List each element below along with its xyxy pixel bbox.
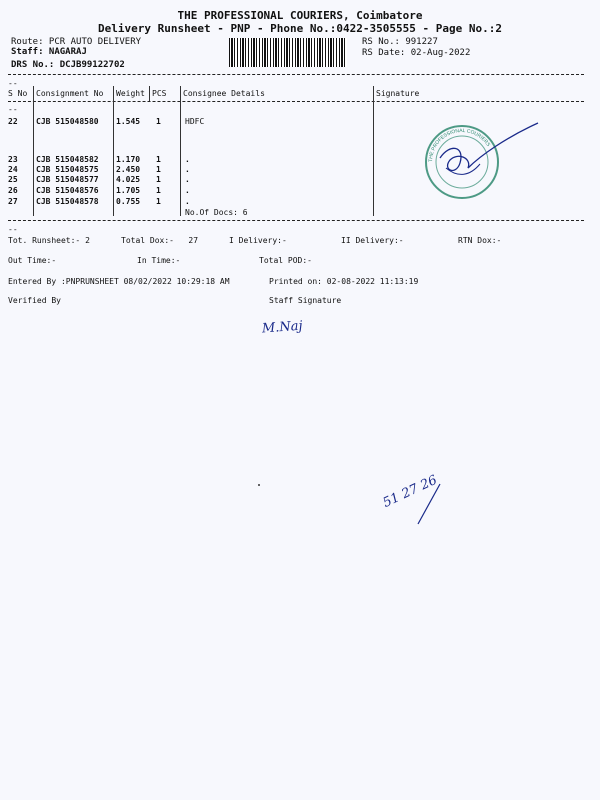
verified-by: Verified By — [8, 296, 61, 305]
printed-on: Printed on: 02-08-2022 11:13:19 — [269, 277, 419, 286]
table-row-consignee: . — [185, 197, 190, 206]
table-row-consignment: CJB 515048577 — [36, 175, 99, 184]
column-header-consignee: Consignee Details — [183, 89, 265, 98]
column-separator — [149, 86, 150, 101]
route-label: Route: PCR AUTO DELIVERY — [11, 37, 142, 47]
dash-marker: -- — [8, 225, 18, 234]
no-of-docs: No.Of Docs: 6 — [185, 208, 248, 217]
table-row-sno: 26 — [8, 186, 18, 195]
table-row-pcs: 1 — [156, 165, 161, 174]
svg-text:M.Naj: M.Naj — [261, 318, 304, 337]
table-row-pcs: 1 — [156, 197, 161, 206]
in-time: In Time:- — [137, 256, 181, 265]
column-separator — [373, 86, 374, 216]
out-time: Out Time:- — [8, 256, 57, 265]
i-delivery: I Delivery:- — [229, 236, 287, 245]
runsheet-subtitle: Delivery Runsheet - PNP - Phone No.:0422-3505555 - Page No.:2 — [98, 22, 502, 35]
table-row-pcs: 1 — [156, 155, 161, 164]
table-row-weight: 1.705 — [116, 186, 141, 195]
ii-delivery: II Delivery:- — [341, 236, 404, 245]
table-row-weight: 4.025 — [116, 175, 141, 184]
column-header-pcs: PCS — [152, 89, 167, 98]
drs-number: DRS No.: DCJB99122702 — [11, 60, 125, 70]
table-row-consignment: CJB 515048582 — [36, 155, 99, 164]
barcode — [229, 38, 347, 67]
table-row-consignee: . — [185, 155, 190, 164]
column-separator — [113, 86, 114, 216]
handwritten-note — [378, 462, 468, 528]
total-dox: Total Dox:- 27 — [121, 236, 199, 245]
rtn-dox: RTN Dox:- — [458, 236, 502, 245]
divider — [8, 220, 584, 221]
table-row-pcs: 1 — [156, 175, 161, 184]
table-row-pcs: 1 — [156, 186, 161, 195]
table-row-weight: 2.450 — [116, 165, 141, 174]
stamp-signature — [410, 118, 545, 208]
table-row-sno: 24 — [8, 165, 18, 174]
table-row-consignment: CJB 515048576 — [36, 186, 99, 195]
speck — [258, 484, 260, 486]
column-separator — [180, 86, 181, 216]
total-pod: Total POD:- — [259, 256, 312, 265]
column-header-consignment: Consignment No — [36, 89, 104, 98]
table-row-weight: 0.755 — [116, 197, 141, 206]
table-row-sno: 22 — [8, 117, 18, 126]
staff-label: Staff: NAGARAJ — [11, 47, 87, 57]
staff-signature-label: Staff Signature — [269, 296, 342, 305]
column-header-sno: S No — [8, 89, 28, 98]
table-row-consignee: . — [185, 165, 190, 174]
entered-by: Entered By :PNPRUNSHEET 08/02/2022 10:29:18 AM — [8, 277, 230, 286]
company-title: THE PROFESSIONAL COURIERS, Coimbatore — [177, 9, 423, 22]
column-header-signature: Signature — [376, 89, 420, 98]
table-row-weight: 1.545 — [116, 117, 141, 126]
svg-text:51 27 26: 51 27 26 — [380, 472, 440, 511]
table-row-consignee: . — [185, 186, 190, 195]
table-row-consignee: HDFC — [185, 117, 205, 126]
dash-marker: -- — [8, 79, 18, 88]
table-row-consignment: CJB 515048580 — [36, 117, 99, 126]
dash-marker: -- — [8, 105, 18, 114]
divider — [8, 101, 584, 102]
svg-text:THE PROFESSIONAL COURIERS: THE PROFESSIONAL COURIERS — [427, 127, 492, 163]
divider — [8, 74, 584, 75]
table-row-sno: 23 — [8, 155, 18, 164]
table-row-consignment: CJB 515048578 — [36, 197, 99, 206]
table-row-weight: 1.170 — [116, 155, 141, 164]
rs-number: RS No.: 991227 — [362, 37, 438, 47]
table-row-pcs: 1 — [156, 117, 161, 126]
staff-signature — [258, 308, 348, 338]
column-separator — [33, 86, 34, 216]
table-row-consignee: . — [185, 175, 190, 184]
column-header-weight: Weight — [116, 89, 145, 98]
tot-runsheet: Tot. Runsheet:- 2 — [8, 236, 90, 245]
rs-date: RS Date: 02-Aug-2022 — [362, 48, 471, 58]
table-row-sno: 27 — [8, 197, 18, 206]
table-row-consignment: CJB 515048575 — [36, 165, 99, 174]
table-row-sno: 25 — [8, 175, 18, 184]
